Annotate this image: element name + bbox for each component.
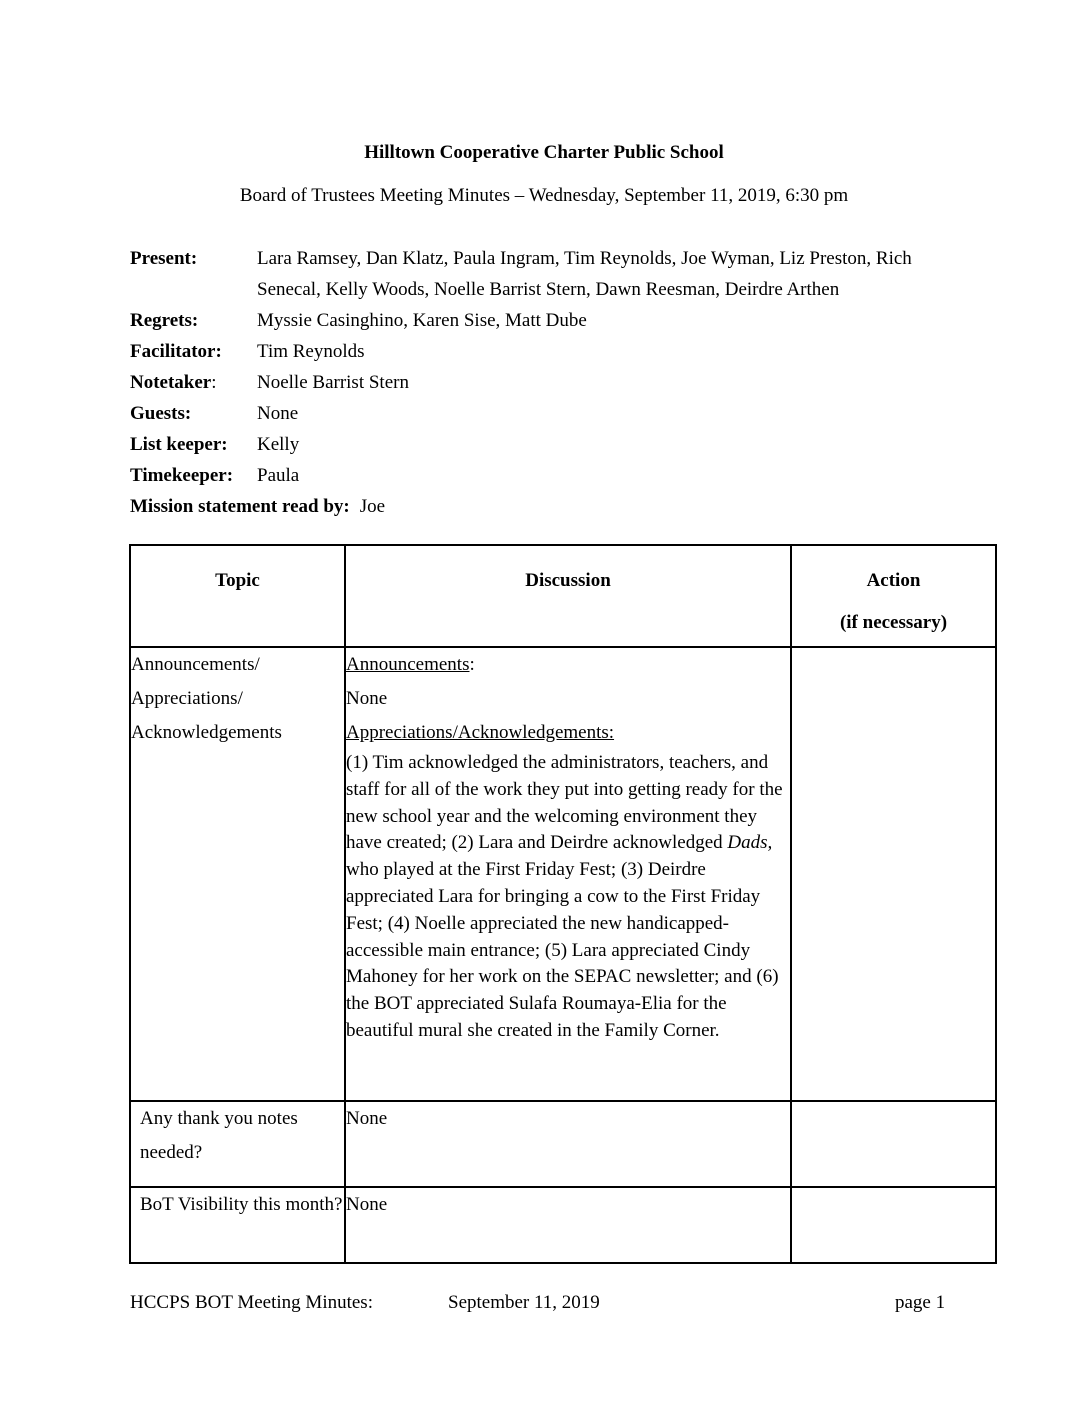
appreciations-paragraph: (1) Tim acknowledged the administrators, teachers, and staff for all of the work they put into getting ready for the new school year and the welcoming environment they have created; (2) Lara and Deirdre acknowledged Dads, who played at the First Friday Fest; (3) Deirdre appreciated Lara for bringing a cow to the First Friday Fest; (4) Noelle appreciated the new handicapped-accessible main entrance; (5) Lara appreciated Cindy Mahoney for her work on the SEPAC newsletter; and (6) the BOT appreciated Sulafa Roumaya-Elia for the beautiful mural she created in the Family Corner.: [346, 752, 783, 1041]
italic-band-name: Dads,: [727, 832, 773, 854]
meta-row-mission-statement: [130, 491, 980, 522]
action-cell-bot-visibility: [791, 1187, 996, 1263]
meta-value-list-keeper: Kelly: [257, 434, 300, 455]
notetaker-colon: :: [211, 372, 217, 393]
meta-value-facilitator: Tim Reynolds: [257, 341, 365, 362]
header-topic: Topic: [130, 545, 345, 647]
meta-value-guests: None: [257, 403, 299, 424]
table-row-announcements: [130, 647, 996, 1101]
meta-value-timekeeper: Paula: [257, 465, 300, 486]
meta-label-list-keeper: List keeper:: [130, 434, 228, 455]
meta-row-timekeeper: [130, 460, 980, 491]
header-action-note: (if necessary): [839, 612, 948, 633]
topic-cell-thank-you-notes: Any thank you notes needed?: [130, 1101, 345, 1187]
meta-value-regrets: Myssie Casinghino, Karen Sise, Matt Dube: [257, 310, 587, 331]
document-title: Hilltown Cooperative Charter Public School: [364, 142, 724, 163]
topic-cell-announcements: [130, 647, 345, 1101]
topic-line-3: Acknowledgements: [131, 722, 282, 743]
discussion-cell-bot-visibility: None: [345, 1187, 791, 1263]
table-row-bot-visibility: [130, 1187, 996, 1263]
action-cell-thank-you-notes: [791, 1101, 996, 1187]
footer-page-number: page 1: [895, 1292, 946, 1313]
action-cell-announcements: [791, 647, 996, 1101]
meta-label-guests: Guests:: [130, 403, 192, 424]
topic-line-1: Announcements/: [131, 654, 260, 675]
meta-value-notetaker: Noelle Barrist Stern: [257, 372, 409, 393]
meta-row-list-keeper: [130, 429, 980, 460]
meeting-metadata: [130, 243, 980, 522]
header-action: Action (if necessary): [791, 545, 996, 647]
discussion-cell-announcements: [345, 647, 791, 1101]
meta-label-facilitator: Facilitator:: [130, 341, 222, 362]
footer-date: September 11, 2019: [448, 1292, 600, 1313]
table-header-row: [130, 545, 996, 647]
meta-value-present: Lara Ramsey, Dan Klatz, Paula Ingram, Tim Reynolds, Joe Wyman, Liz Preston, Rich Senecal, Kelly Woods, Noelle Barrist Stern, Dawn Reesman, Deirdre Arthen: [257, 248, 912, 300]
meta-label-regrets: Regrets:: [130, 310, 199, 331]
topic-line-2: Appreciations/: [131, 688, 243, 709]
meta-row-guests: [130, 398, 980, 429]
meta-label-present: Present:: [130, 248, 198, 269]
discussion-cell-thank-you-notes: None: [345, 1101, 791, 1187]
meta-label-mission-statement: Mission statement read by:: [130, 496, 350, 517]
table-row-thank-you-notes: [130, 1101, 996, 1187]
meta-row-present: [130, 243, 980, 305]
appreciations-heading: Appreciations/Acknowledgements:: [346, 722, 615, 743]
topic-cell-bot-visibility: BoT Visibility this month?: [130, 1187, 345, 1263]
header-discussion: Discussion: [345, 545, 791, 647]
meta-value-mission-statement: Joe: [359, 496, 386, 517]
footer-document-label: HCCPS BOT Meeting Minutes:: [130, 1292, 373, 1313]
minutes-table: [129, 544, 997, 1264]
meta-row-notetaker: [130, 367, 980, 398]
announcements-value: None: [346, 688, 388, 709]
meta-label-notetaker: Notetaker:: [130, 372, 217, 393]
announcements-heading: Announcements:: [346, 654, 475, 675]
meta-row-regrets: [130, 305, 980, 336]
meta-row-facilitator: [130, 336, 980, 367]
meta-label-timekeeper: Timekeeper:: [130, 465, 234, 486]
document-subtitle: Board of Trustees Meeting Minutes – Wednesday, September 11, 2019, 6:30 pm: [239, 185, 849, 206]
